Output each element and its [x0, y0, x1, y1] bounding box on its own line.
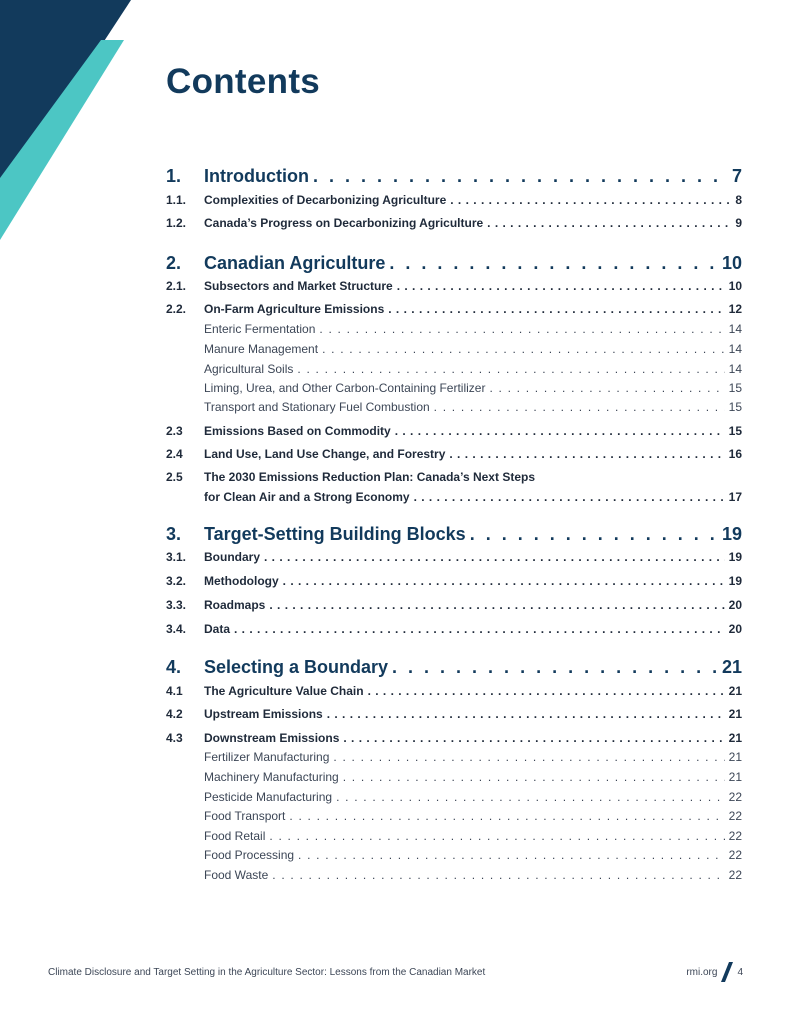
toc-number: 4.3 — [166, 731, 183, 745]
toc-label: Food Waste — [204, 868, 269, 882]
toc-page-number: 19 — [728, 574, 742, 588]
toc-label-continued: for Clean Air and a Strong Economy — [204, 490, 410, 504]
dot-leader — [470, 524, 718, 545]
dot-leader — [319, 322, 724, 336]
dot-leader — [449, 447, 724, 461]
toc-number: 3.1. — [166, 550, 187, 564]
dot-leader — [450, 193, 731, 207]
toc-page-number: 15 — [728, 381, 742, 395]
toc-label: Target-Setting Building Blocks — [204, 524, 466, 544]
toc-section[interactable] — [166, 253, 742, 274]
dot-leader — [392, 657, 718, 678]
footer-page-number: 4 — [737, 966, 743, 978]
dot-leader — [336, 790, 725, 804]
dot-leader — [272, 868, 724, 882]
slash-icon — [721, 962, 733, 982]
dot-leader — [234, 622, 725, 636]
toc-subsection[interactable] — [166, 731, 742, 745]
toc-label: Complexities of Decarbonizing Agriculture — [204, 193, 447, 207]
toc-label: Emissions Based on Commodity — [204, 424, 391, 438]
dot-leader — [368, 684, 725, 698]
toc-label: Transport and Stationary Fuel Combustion — [204, 400, 430, 414]
toc-section[interactable] — [166, 166, 742, 187]
toc-number: 4.2 — [166, 707, 183, 721]
dot-leader — [414, 490, 725, 504]
toc-number: 2.1. — [166, 279, 187, 293]
toc-item[interactable] — [166, 868, 742, 882]
dot-leader — [289, 809, 724, 823]
toc-page-number: 20 — [728, 598, 742, 612]
toc-page-number: 22 — [728, 809, 742, 823]
toc-item[interactable] — [166, 848, 742, 862]
toc-label: Enteric Fermentation — [204, 322, 316, 336]
toc-item[interactable] — [166, 829, 742, 843]
toc-label: The 2030 Emissions Reduction Plan: Canada’s Next Steps — [204, 470, 535, 484]
toc-page-number: 21 — [728, 770, 742, 784]
toc-subsection[interactable] — [166, 622, 742, 636]
toc-label: On-Farm Agriculture Emissions — [204, 302, 385, 316]
toc-item[interactable] — [166, 342, 742, 356]
toc-page-number: 10 — [721, 253, 742, 273]
toc-page-number: 19 — [721, 524, 742, 544]
dot-leader — [395, 424, 725, 438]
dot-leader — [397, 279, 725, 293]
toc-number: 3.2. — [166, 574, 187, 588]
toc-item[interactable] — [166, 770, 742, 784]
toc-label: Methodology — [204, 574, 279, 588]
toc-label: Selecting a Boundary — [204, 657, 389, 677]
toc-page-number: 19 — [728, 550, 742, 564]
toc-number: 4. — [166, 657, 182, 677]
toc-label: Roadmaps — [204, 598, 266, 612]
toc-subsection[interactable] — [166, 550, 742, 564]
toc-page-number: 21 — [728, 750, 742, 764]
toc-item[interactable] — [166, 362, 742, 376]
toc-page-number: 14 — [728, 322, 742, 336]
dot-leader — [313, 166, 728, 187]
dot-leader — [327, 707, 725, 721]
dot-leader — [322, 342, 725, 356]
dot-leader — [264, 550, 725, 564]
dot-leader — [489, 381, 724, 395]
dot-leader — [269, 598, 724, 612]
toc-label: Liming, Urea, and Other Carbon-Containing Fertilizer — [204, 381, 486, 395]
footer-document-title: Climate Disclosure and Target Setting in the Agriculture Sector: Lessons from the Canadian Market — [48, 967, 486, 978]
toc-number: 2. — [166, 253, 182, 273]
toc-item[interactable] — [166, 790, 742, 804]
toc-page-number: 12 — [728, 302, 742, 316]
toc-number: 1.2. — [166, 216, 187, 230]
toc-label: Canada’s Progress on Decarbonizing Agriculture — [204, 216, 484, 230]
toc-subsection[interactable] — [166, 598, 742, 612]
toc-page-number: 9 — [735, 216, 742, 230]
toc-label: Canadian Agriculture — [204, 253, 386, 273]
toc-page-number: 7 — [731, 166, 742, 186]
toc-page-number: 14 — [728, 342, 742, 356]
toc-subsection[interactable] — [166, 216, 742, 230]
toc-page-number: 21 — [728, 707, 742, 721]
toc-number: 3.4. — [166, 622, 187, 636]
dot-leader — [298, 848, 725, 862]
toc-number: 2.3 — [166, 424, 183, 438]
toc-label: Food Processing — [204, 848, 295, 862]
dot-leader — [389, 253, 718, 274]
page-title: Contents — [166, 62, 321, 101]
toc-label: Manure Management — [204, 342, 319, 356]
toc-page-number: 8 — [735, 193, 742, 207]
toc-number: 2.4 — [166, 447, 183, 461]
toc-item[interactable] — [166, 809, 742, 823]
toc-page-number: 22 — [728, 868, 742, 882]
toc-item[interactable] — [166, 750, 742, 764]
toc-item[interactable] — [166, 381, 742, 395]
toc-page-number: 16 — [728, 447, 742, 461]
toc-subsection[interactable] — [166, 684, 742, 698]
toc-item[interactable] — [166, 400, 742, 414]
toc-label: Food Retail — [204, 829, 266, 843]
toc-label: Upstream Emissions — [204, 707, 323, 721]
toc-page-number: 21 — [728, 684, 742, 698]
toc-number: 2.5 — [166, 470, 183, 484]
toc-page-number: 21 — [728, 731, 742, 745]
toc-label: The Agriculture Value Chain — [204, 684, 364, 698]
dot-leader — [269, 829, 724, 843]
dot-leader — [297, 362, 724, 376]
footer-site-link[interactable]: rmi.org — [686, 966, 718, 978]
toc-label: Land Use, Land Use Change, and Forestry — [204, 447, 446, 461]
toc-section[interactable] — [166, 524, 742, 545]
toc-subsection[interactable] — [166, 707, 742, 721]
toc-number: 2.2. — [166, 302, 187, 316]
toc-page-number: 15 — [728, 400, 742, 414]
toc-subsection[interactable] — [166, 302, 742, 316]
toc-section[interactable] — [166, 657, 742, 678]
toc-page-number: 22 — [728, 790, 742, 804]
dot-leader — [434, 400, 725, 414]
toc-label: Pesticide Manufacturing — [204, 790, 333, 804]
toc-number: 1.1. — [166, 193, 187, 207]
toc-subsection[interactable] — [166, 574, 742, 588]
toc-number: 1. — [166, 166, 182, 186]
toc-page-number: 22 — [728, 829, 742, 843]
dot-leader — [487, 216, 731, 230]
toc-subsection[interactable] — [166, 470, 742, 504]
dot-leader — [283, 574, 725, 588]
toc-number: 3.3. — [166, 598, 187, 612]
toc-subsection[interactable] — [166, 279, 742, 293]
dot-leader — [343, 770, 725, 784]
toc-label: Subsectors and Market Structure — [204, 279, 393, 293]
toc-label: Downstream Emissions — [204, 731, 340, 745]
toc-label: Food Transport — [204, 809, 286, 823]
toc-number: 3. — [166, 524, 182, 544]
toc-subsection[interactable] — [166, 447, 742, 461]
toc-page-number: 21 — [721, 657, 742, 677]
toc-number: 4.1 — [166, 684, 183, 698]
toc-page-number: 15 — [728, 424, 742, 438]
toc-page-number: 20 — [728, 622, 742, 636]
toc-subsection[interactable] — [166, 193, 742, 207]
dot-leader — [388, 302, 724, 316]
dot-leader — [343, 731, 724, 745]
toc-label: Data — [204, 622, 231, 636]
toc-label: Boundary — [204, 550, 261, 564]
corner-decoration — [0, 0, 135, 245]
toc-label: Fertilizer Manufacturing — [204, 750, 330, 764]
toc-label: Introduction — [204, 166, 309, 186]
toc-page-number: 22 — [728, 848, 742, 862]
toc-page-number: 17 — [728, 490, 742, 504]
toc-subsection[interactable] — [166, 424, 742, 438]
toc-page-number: 10 — [728, 279, 742, 293]
toc-item[interactable] — [166, 322, 742, 336]
dot-leader — [333, 750, 724, 764]
toc-label: Machinery Manufacturing — [204, 770, 339, 784]
toc-page-number: 14 — [728, 362, 742, 376]
toc-label: Agricultural Soils — [204, 362, 294, 376]
footer-page-info — [686, 962, 743, 982]
